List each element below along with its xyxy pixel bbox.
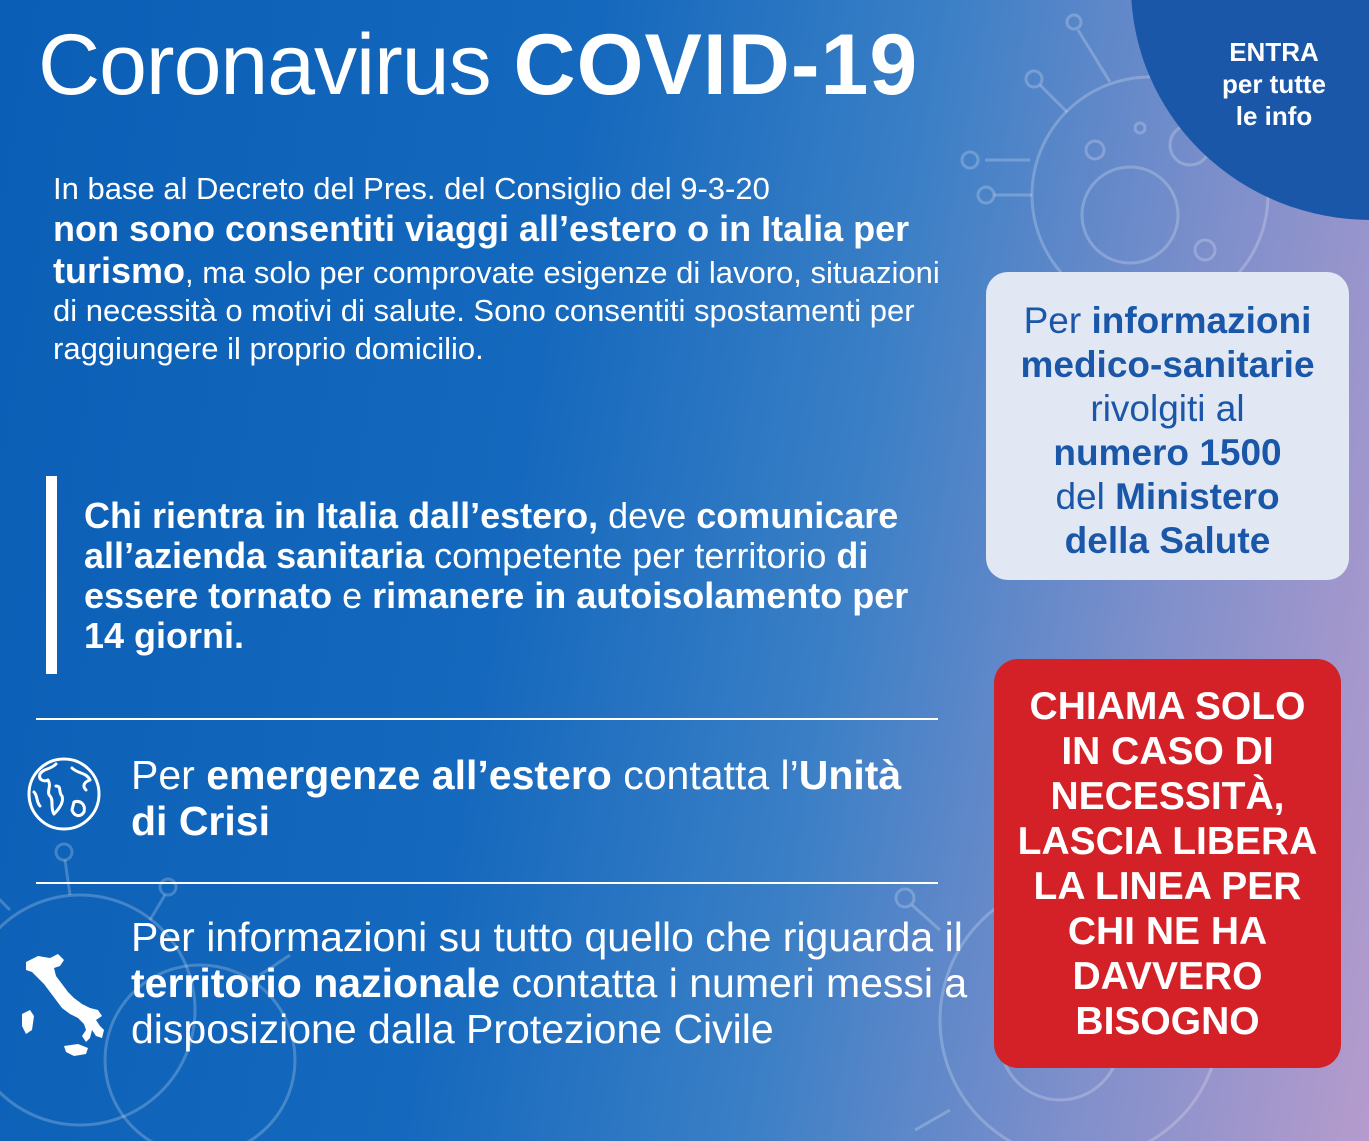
divider — [36, 882, 938, 884]
return-notice: Chi rientra in Italia dall’estero, deve comunicare all’azienda sanitaria competente per territorio di essere tornato e rimanere in autoisolamento per 14 giorni. — [84, 495, 909, 656]
emergency-contact: Per emergenze all’estero contatta l’Unità di Crisi — [131, 752, 902, 844]
italy-map-icon — [16, 950, 116, 1065]
divider — [36, 718, 938, 720]
info-link-label[interactable]: ENTRA per tutte le info — [1222, 37, 1326, 131]
call-warning-card: CHIAMA SOLO IN CASO DI NECESSITÀ, LASCIA LIBERA LA LINEA PER CHI NE HA DAVVERO BISOGNO — [994, 659, 1341, 1068]
page-title: Coronavirus COVID-19 — [38, 17, 919, 113]
quote-bar — [46, 476, 57, 674]
national-info: Per informazioni su tutto quello che riguarda il territorio nazionale contatta i numeri messi a disposizione dalla Protezione Civile — [131, 914, 968, 1052]
decree-paragraph: In base al Decreto del Pres. del Consiglio del 9-3-20 non sono consentiti viaggi all’estero o in Italia per turismo, ma solo per comprovate esigenze di lavoro, situazioni di necessità o motivi di salute. Sono consentiti spostamenti per raggiungere il proprio domicilio. — [53, 171, 940, 366]
globe-icon — [26, 756, 102, 832]
health-info-card: Per informazioni medico-sanitarie rivolgiti al numero 1500 del Ministero della Salute — [986, 272, 1349, 580]
